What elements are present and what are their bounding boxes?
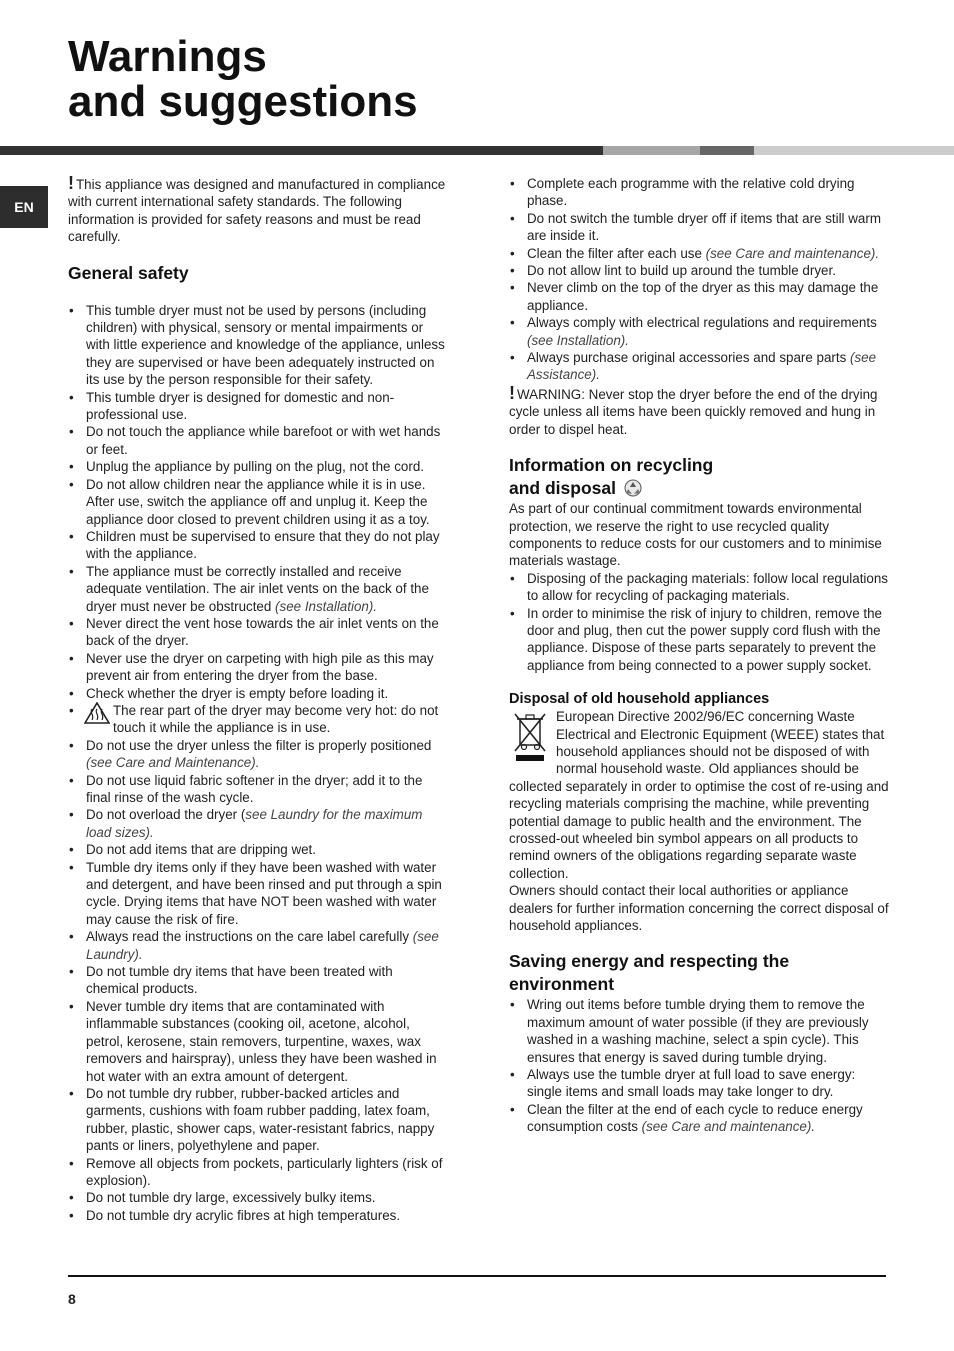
- warning-text: WARNING: Never stop the dryer before the end of the drying cycle unless all items have been quickly removed and hung in order to dispel heat.: [509, 386, 878, 437]
- general-safety-list: [68, 302, 448, 1225]
- safety-list-continued: [509, 175, 891, 384]
- energy-heading: Saving energy and respecting the environment: [509, 951, 790, 995]
- list-item: • Do not add items that are dripping wet.: [68, 841, 448, 858]
- list-item: • Always use the tumble dryer at full load to save energy: single items and small loads may take longer to dry.: [509, 1066, 891, 1101]
- list-item: • Do not tumble dry rubber, rubber-backed articles and garments, cushions with foam rubber padding, latex foam, rubber, plastic, shower caps, water-resistant fabrics, nappy pants or liners, polyethylene and paper.: [68, 1085, 448, 1155]
- list-item: • Clean the filter at the end of each cycle to reduce energy consumption costs (see Care and maintenance).: [509, 1101, 891, 1136]
- recycling-intro: As part of our continual commitment towards environmental protection, we reserve the right to use recycled quality components to reduce costs for our customers and to minimise materials wastage.: [509, 501, 882, 569]
- recycling-icon: [624, 479, 642, 497]
- list-item: • Tumble dry items only if they have been washed with water and detergent, and have been rinsed and put through a spin cycle. Drying items that have NOT been washed with water may cause the risk of fire.: [68, 859, 448, 929]
- list-item: • Check whether the dryer is empty before loading it.: [68, 685, 448, 702]
- list-item: • Disposing of the packaging materials: follow local regulations to allow for recycling of packaging materials.: [509, 570, 891, 605]
- list-item: • Unplug the appliance by pulling on the plug, not the cord.: [68, 458, 448, 475]
- disposal-heading: Disposal of old household appliances: [509, 691, 770, 708]
- crossed-out-bin-icon: [511, 711, 549, 763]
- list-item: • Remove all objects from pockets, particularly lighters (risk of explosion).: [68, 1155, 448, 1190]
- page-title: [68, 34, 418, 124]
- list-item: • Do not use liquid fabric softener in the dryer; add it to the final rinse of the wash cycle.: [68, 772, 448, 807]
- header-color-bars: [0, 146, 954, 155]
- list-item: • This tumble dryer must not be used by persons (including children) with physical, sensory or mental impairments or with little experience and knowledge of the appliance, unless they are supervised or have been adequately instructed on its use by the person responsible for their safety.: [68, 302, 448, 389]
- recycling-heading: Information on recycling and disposal: [509, 455, 714, 499]
- list-item: • The appliance must be correctly installed and receive adequate ventilation. The air inlet vents on the back of the dryer must never be obstructed (see Installation).: [68, 563, 448, 615]
- header-bar-light-gray: [603, 146, 700, 155]
- general-safety-heading: General safety: [68, 262, 189, 283]
- list-item: • Never tumble dry items that are contaminated with inflammable substances (cooking oil, acetone, alcohol, petrol, kerosene, stain removers, turpentine, waxes, wax removers and hairspray), unless they have been washed in hot water with an extra amount of detergent.: [68, 998, 448, 1085]
- list-item: • Do not tumble dry items that have been treated with chemical products.: [68, 963, 448, 998]
- list-item: • Always read the instructions on the care label carefully (see Laundry).: [68, 928, 448, 963]
- recycling-list: [509, 570, 891, 674]
- list-item: • In order to minimise the risk of injury to children, remove the door and plug, then cut the power supply cord flush with the appliance. Dispose of these parts separately to prevent the appliance from being connected to a power supply socket.: [509, 605, 891, 675]
- list-item: • Do not use the dryer unless the filter is properly positioned (see Care and Maintenance).: [68, 737, 448, 772]
- list-item: • Do not overload the dryer (see Laundry for the maximum load sizes).: [68, 806, 448, 841]
- list-item: • Complete each programme with the relative cold drying phase.: [509, 175, 891, 210]
- list-item: • Clean the filter after each use (see Care and maintenance).: [509, 245, 891, 262]
- energy-list: [509, 996, 891, 1135]
- list-item: • Do not tumble dry acrylic fibres at high temperatures.: [68, 1207, 448, 1224]
- header-bar-mid-gray: [700, 146, 754, 155]
- list-item: • Always purchase original accessories and spare parts (see Assistance).: [509, 349, 891, 384]
- list-item: • Wring out items before tumble drying them to remove the maximum amount of water possible (if they are previously washed in a washing machine, select a spin cycle). This ensures that energy is saved during tumble drying.: [509, 996, 891, 1066]
- hot-surface-warning-icon: [84, 702, 110, 724]
- right-column: [509, 175, 891, 1136]
- list-item: • Do not touch the appliance while barefoot or with wet hands or feet.: [68, 423, 448, 458]
- list-item: • Always comply with electrical regulations and requirements (see Installation).: [509, 314, 891, 349]
- list-item: • Do not allow children near the appliance while it is in use. After use, switch the appliance off and unplug it. Keep the appliance door closed to prevent children using it as a toy.: [68, 476, 448, 528]
- footer-rule: [68, 1275, 886, 1277]
- header-bar-dark: [0, 146, 603, 155]
- disposal-text-2: Owners should contact their local authorities or appliance dealers for further information concerning the correct disposal of household appliances.: [509, 883, 889, 934]
- disposal-text: European Directive 2002/96/EC concerning Waste Electrical and Electronic Equipment (WEEE) states that household appliances should not be disposed of with normal household waste. Old appliances should be collected separately in order to optimise the cost of re-using and recycling materials comprising the machine, while preventing potential damage to public health and the environment. The crossed-out wheeled bin symbol appears on all products to remind owners of the obligations regarding separate waste collection.: [509, 709, 889, 881]
- list-item: • Do not switch the tumble dryer off if items that are still warm are inside it.: [509, 210, 891, 245]
- title-line-2: and suggestions: [68, 77, 418, 126]
- warning-paragraph: [509, 382, 891, 438]
- list-item-hot-surface: • The rear part of the dryer may become very hot: do not touch it while the appliance is in use.: [68, 702, 448, 737]
- list-item: • Never use the dryer on carpeting with high pile as this may prevent air from entering the dryer from the base.: [68, 650, 448, 685]
- list-item: • Never climb on the top of the dryer as this may damage the appliance.: [509, 279, 891, 314]
- list-item: • Do not allow lint to build up around the tumble dryer.: [509, 262, 891, 279]
- title-line-1: Warnings: [68, 32, 267, 81]
- list-item: • This tumble dryer is designed for domestic and non-professional use.: [68, 389, 448, 424]
- list-item: • Never direct the vent hose towards the air inlet vents on the back of the dryer.: [68, 615, 448, 650]
- page-number: 8: [68, 1291, 76, 1307]
- list-item: • Children must be supervised to ensure that they do not play with the appliance.: [68, 528, 448, 563]
- intro-paragraph: [68, 175, 448, 246]
- list-item: • Do not tumble dry large, excessively bulky items.: [68, 1189, 448, 1206]
- language-tab: EN: [0, 186, 48, 228]
- header-bar-pale: [754, 146, 954, 155]
- intro-text: This appliance was designed and manufactured in compliance with current international safety standards. The following information is provided for safety reasons and must be read carefully.: [68, 177, 446, 245]
- left-column: [68, 175, 448, 1224]
- warning-mark: !: [509, 382, 515, 403]
- warning-mark: !: [68, 173, 74, 193]
